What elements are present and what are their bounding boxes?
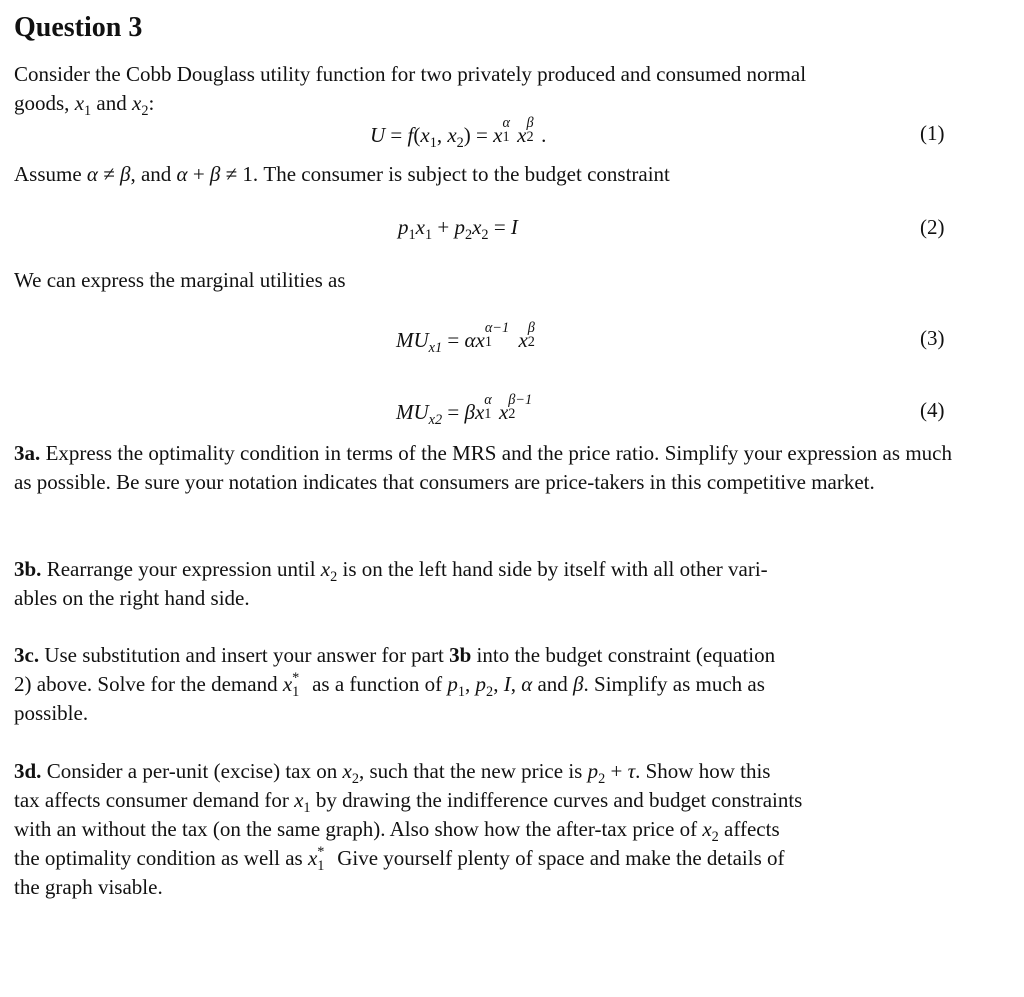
equation-mu-x1: $MU_{x1} = \alpha x$ α−1 1 x β 2 (396, 319, 535, 356)
equation-number-2: (2) (920, 215, 945, 239)
intro-line-2: goods, $x_1$ and $x_2$: (14, 91, 155, 119)
assumption-line: Assume α ≠ β, and α + β ≠ 1. The consumer is subject to the budget constraint (14, 162, 670, 186)
part-3d: 3d. Consider a per-unit (excise) tax on $x_2$, such that the new price is $p_2 + \tau$. Show how this tax affects consumer demand for $x_1$ by drawing the indifference curves and budget constraints with an without the tax (on the same graph). Also show how the after-tax price of $x_2$ affects the optimality condition as well as x * 1 Give yourself plenty of space and make the details of the graph visable. (14, 759, 803, 899)
equation-budget: $p_1x_1 + p_2x_2 = I$ (398, 215, 518, 243)
part-3b: 3b. Rearrange your expression until $x_2$ is on the left hand side by itself with all other vari- ables on the right hand side. (14, 557, 768, 610)
equation-utility: $U = f(x_1$, $x_2) = x$ α 1 x β 2 . (370, 114, 547, 151)
equation-number-4: (4) (920, 398, 945, 422)
part-3a: 3a. Express the optimality condition in terms of the MRS and the price ratio. Simplify your expression as much as possible. Be sure your notation indicates that consumers are price-takers in this competitive market. (14, 441, 953, 494)
part-3c: 3c. Use substitution and insert your answer for part 3b into the budget constraint (equation 2) above. Solve for the demand x * 1 as a function of $p_1$, $p_2$, I, α and β. Simplify as much as possible. (14, 643, 776, 725)
equation-mu-x2: $MU_{x2} = \beta x$ α 1 x β−1 2 (396, 391, 533, 428)
equation-number-1: (1) (920, 121, 945, 145)
equation-number-3: (3) (920, 326, 945, 350)
intro-line-1: Consider the Cobb Douglass utility function for two privately produced and consumed normal (14, 62, 807, 86)
marginal-utilities-text: We can express the marginal utilities as (14, 268, 346, 292)
question-title: Question 3 (14, 12, 143, 43)
